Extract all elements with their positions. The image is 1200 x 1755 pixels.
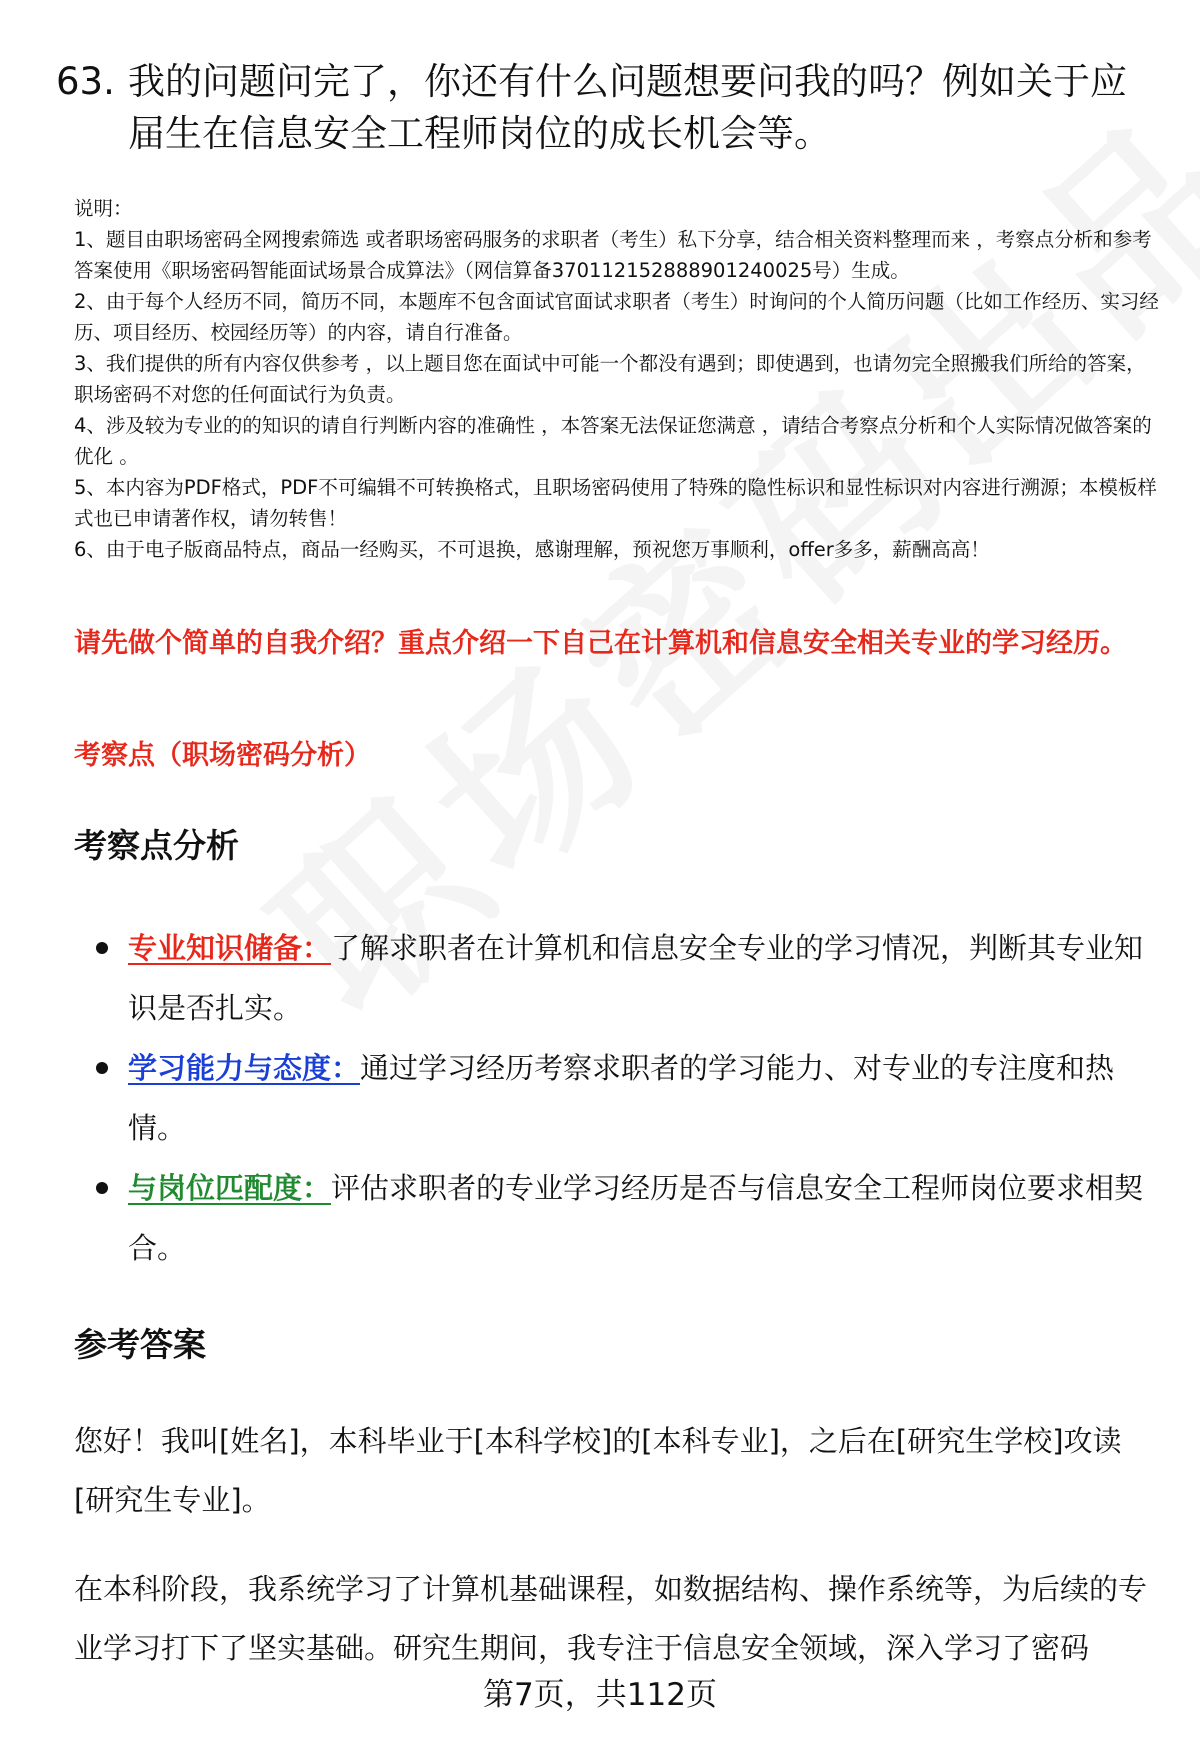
analysis-term: 学习能力与态度： [128,1051,361,1085]
question-text: 我的问题问完了，你还有什么问题想要问我的吗？例如关于应届生在信息安全工程师岗位的成长机会等。 [128,60,1127,155]
interview-question: 请先做个简单的自我介绍？重点介绍一下自己在计算机和信息安全相关专业的学习经历。 [74,628,1127,659]
analysis-heading: 考察点分析 [74,826,239,865]
bullet-icon [96,942,108,954]
note-item: 2、由于每个人经历不同，简历不同，本题库不包含面试官面试求职者（考生）时询问的个人简历问题（比如工作经历、实习经历、项目经历、校园经历等）的内容，请自行准备。 [74,290,1159,344]
analysis-text: 通过学习经历考察求职者的学习能力、对专业的专注度和热情。 [128,1051,1115,1145]
analysis-text: 了解求职者在计算机和信息安全专业的学习情况，判断其专业知识是否扎实。 [128,931,1144,1025]
note-item: 1、题目由职场密码全网搜索筛选 或者职场密码服务的求职者（考生）私下分享，结合相关资料整理而来 ，考察点分析和参考答案使用《职场密码智能面试场景合成算法》（网信算备370112152888901240025号）生成。 [74,228,1152,282]
list-item [96,918,1146,1038]
note-item: 5、本内容为PDF格式，PDF不可编辑不可转换格式，且职场密码使用了特殊的隐性标识和显性标识对内容进行溯源；本模板样式也已申请著作权，请勿转售！ [74,476,1157,530]
answer-paragraph: 您好！我叫[姓名]，本科毕业于[本科学校]的[本科专业]，之后在[研究生学校]攻读[研究生专业]。 [74,1424,1122,1517]
analysis-term: 与岗位匹配度： [128,1171,332,1205]
answer-body [74,1412,1150,1708]
analysis-term: 专业知识储备： [128,931,332,965]
analysis-subtitle: 考察点（职场密码分析） [74,740,371,771]
analysis-list [96,918,1146,1278]
analysis-text: 评估求职者的专业学习经历是否与信息安全工程师岗位要求相契合。 [128,1171,1144,1265]
note-item: 4、涉及较为专业的的知识的请自行判断内容的准确性 ，本答案无法保证您满意 ，请结合考察点分析和个人实际情况做答案的优化 。 [74,414,1152,468]
list-item [96,1158,1146,1278]
notes-heading: 说明： [74,197,133,220]
bullet-icon [96,1062,108,1074]
bullet-icon [96,1182,108,1194]
answer-paragraph: 在本科阶段，我系统学习了计算机基础课程，如数据结构、操作系统等，为后续的专业学习打下了坚实基础。研究生期间，我专注于信息安全领域，深入学习了密码 [74,1572,1148,1665]
question-number: 63. [56,60,115,103]
list-item [96,1038,1146,1158]
question-title [56,56,1146,160]
page-footer: 第7页，共112页 [483,1677,717,1713]
note-item: 3、我们提供的所有内容仅供参考 ，以上题目您在面试中可能一个都没有遇到；即使遇到，也请勿完全照搬我们所给的答案，职场密码不对您的任何面试行为负责。 [74,352,1146,406]
notes-section [74,193,1160,565]
note-item: 6、由于电子版商品特点，商品一经购买，不可退换，感谢理解，预祝您万事顺利，offer多多，薪酬高高！ [74,538,990,561]
answer-heading: 参考答案 [74,1325,206,1364]
